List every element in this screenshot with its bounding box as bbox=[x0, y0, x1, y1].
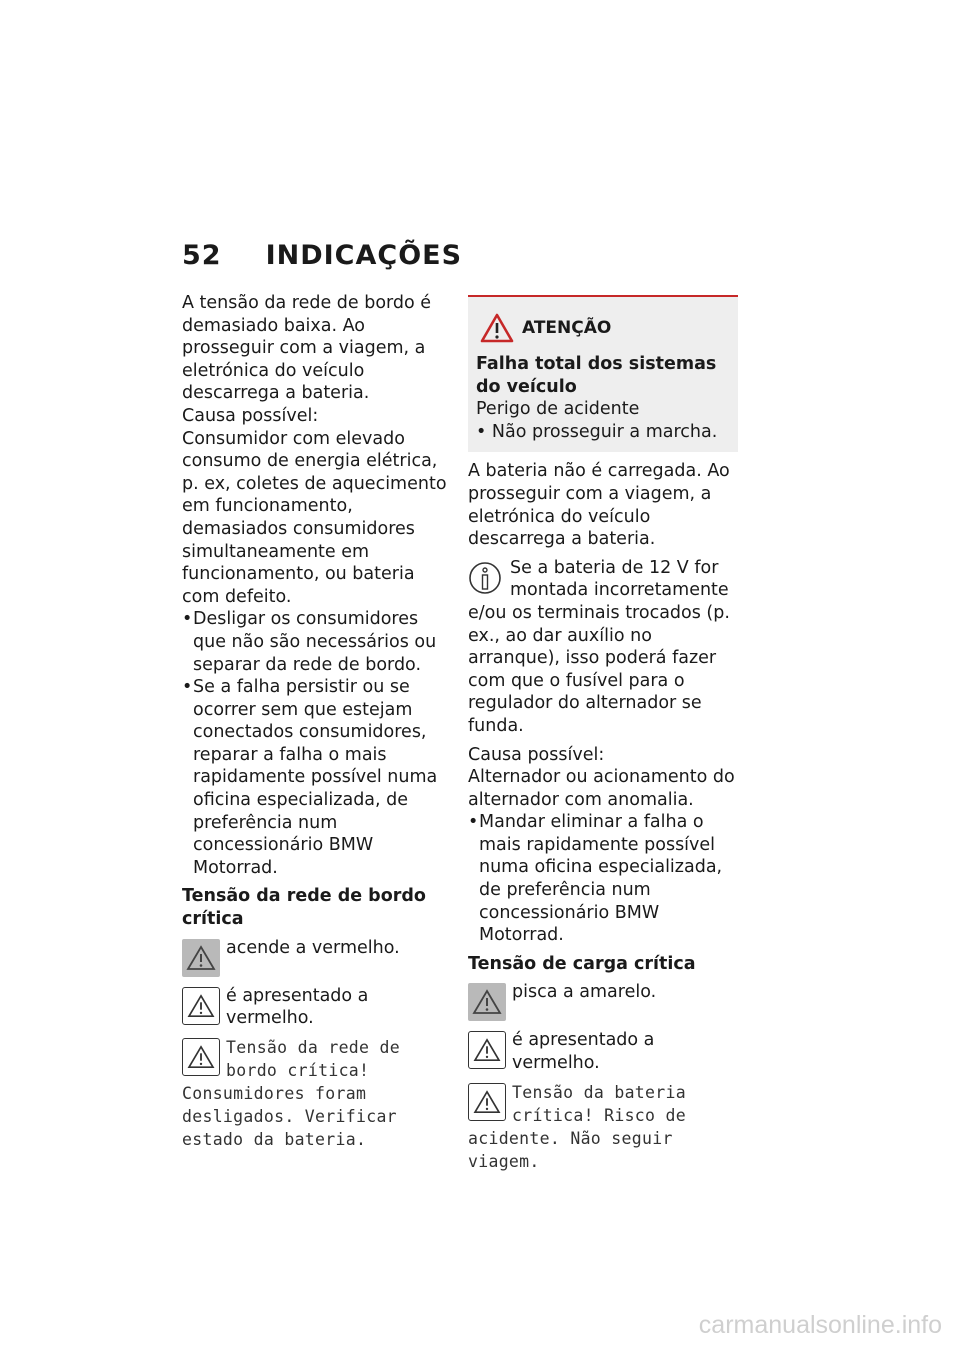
display-message-row bbox=[468, 1081, 738, 1173]
warning-light-icon bbox=[182, 939, 220, 977]
display-message: Tensão da rede de bordo crítica! Consumidores foram desligados. Verificar estado da bateria. bbox=[182, 1037, 400, 1149]
warning-heading: Falha total dos sistemas do veículo bbox=[476, 354, 717, 397]
page-header bbox=[182, 240, 462, 271]
warning-action: • Não prosseguir a marcha. bbox=[476, 421, 718, 442]
list-item: • Se a falha persistir ou se ocorrer sem que estejam conectados consumidores, reparar a falha o mais rapidamente possível numa oficina especializada, de preferência num concessionário BMW Motorrad. bbox=[182, 676, 450, 879]
info-icon bbox=[468, 559, 502, 597]
cause-label: Causa possível: bbox=[182, 405, 319, 426]
indicator-text: pisca a amarelo. bbox=[512, 982, 657, 1003]
indicator-row bbox=[182, 937, 450, 979]
warning-triangle-icon bbox=[480, 313, 514, 343]
warning-title-text: ATENÇÃO bbox=[522, 318, 612, 338]
warning-display-icon bbox=[182, 1038, 220, 1076]
indicator-text: acende a vermelho. bbox=[226, 937, 400, 958]
left-column bbox=[182, 292, 450, 1151]
intro-paragraph: A tensão da rede de bordo é demasiado baixa. Ao prosseguir com a viagem, a eletrónica do veículo descarrega a bateria. bbox=[182, 293, 432, 404]
warning-title bbox=[480, 313, 730, 343]
list-item: • Desligar os consumidores que não são necessários ou separar da rede de bordo. bbox=[182, 608, 450, 676]
warning-display-icon bbox=[468, 1031, 506, 1069]
info-note bbox=[468, 557, 738, 738]
info-text: Se a bateria de 12 V for montada incorretamente e/ou os terminais trocados (p. ex., ao dar auxílio no arranque), isso poderá fazer com que o fusível para o regulador do alternador se funda. bbox=[468, 557, 730, 736]
indicator-text: é apresentado a vermelho. bbox=[512, 1030, 655, 1074]
warning-light-icon bbox=[468, 983, 506, 1021]
cause-label: Causa possível: bbox=[468, 744, 605, 765]
display-message: Tensão da bateria crítica! Risco de acidente. Não seguir viagem. bbox=[468, 1082, 686, 1171]
indicator-row bbox=[468, 1029, 738, 1074]
warning-display-icon bbox=[468, 1083, 506, 1121]
display-message-row bbox=[182, 1036, 450, 1151]
page-title: INDICAÇÕES bbox=[265, 240, 463, 271]
action-list bbox=[468, 811, 738, 947]
indicator-row bbox=[182, 985, 450, 1030]
section-heading: Tensão de carga crítica bbox=[468, 953, 696, 974]
battery-paragraph: A bateria não é carregada. Ao prosseguir com a viagem, a eletrónica do veículo descarrega a bateria. bbox=[468, 461, 730, 550]
action-list bbox=[182, 608, 450, 879]
page-number: 52 bbox=[182, 240, 222, 271]
list-item: • Mandar eliminar a falha o mais rapidamente possível numa oficina especializada, de preferência num concessionário BMW Motorrad. bbox=[468, 811, 738, 947]
indicator-row bbox=[468, 981, 738, 1023]
indicator-text: é apresentado a vermelho. bbox=[226, 985, 369, 1029]
section-heading: Tensão da rede de bordo crítica bbox=[182, 886, 426, 930]
warning-danger: Perigo de acidente bbox=[476, 399, 640, 420]
warning-box bbox=[468, 295, 738, 452]
cause-text: Alternador ou acionamento do alternador com anomalia. bbox=[468, 767, 735, 810]
right-column bbox=[468, 295, 738, 1173]
warning-display-icon bbox=[182, 987, 220, 1025]
watermark: carmanualsonline.info bbox=[698, 1311, 942, 1339]
cause-text: Consumidor com elevado consumo de energia elétrica, p. ex, coletes de aquecimento em funcionamento, demasiados consumidores simultaneamente em funcionamento, ou bateria com defeito. bbox=[182, 428, 447, 607]
